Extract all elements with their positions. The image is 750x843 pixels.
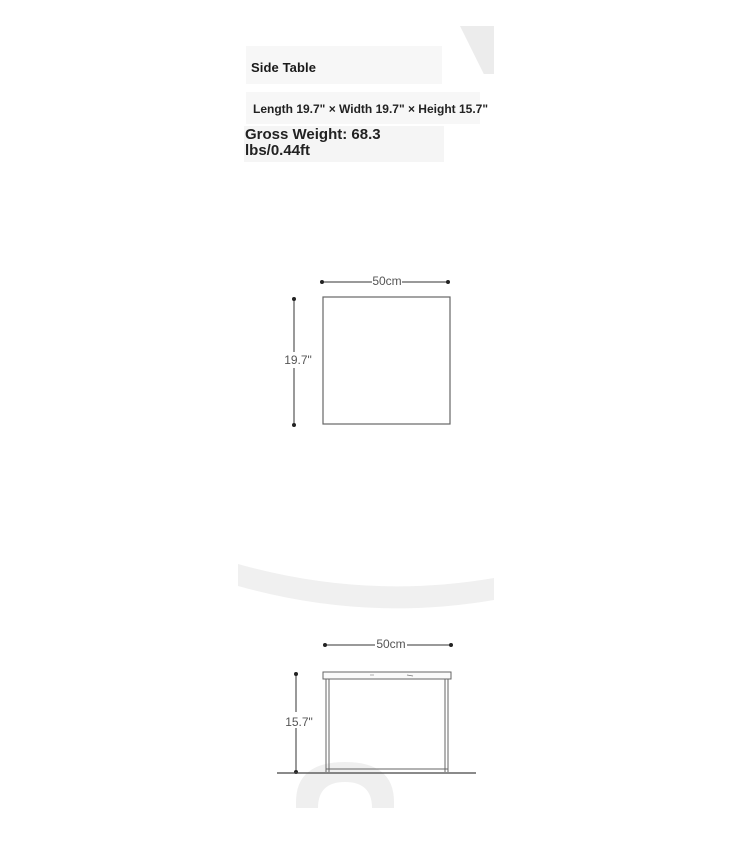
top-view-drawing (270, 268, 470, 438)
table-front-frame (323, 672, 451, 772)
top-width-label: 50cm (372, 274, 402, 288)
top-height-dimension (284, 297, 312, 427)
front-height-label: 15.7" (285, 715, 313, 729)
front-height-dimension (285, 672, 313, 774)
top-height-label: 19.7" (284, 353, 312, 367)
front-view-drawing (270, 632, 490, 784)
table-top-square (323, 297, 450, 424)
arc-band-decoration (238, 560, 494, 612)
product-weight: Gross Weight: 68.3 lbs/0.44ft (245, 126, 381, 159)
top-width-dimension (320, 274, 450, 288)
product-title: Side Table (251, 60, 317, 75)
corner-decoration (460, 26, 494, 74)
front-width-dimension (323, 637, 453, 651)
product-dimensions: Length 19.7" × Width 19.7" × Height 15.7" (253, 102, 489, 116)
front-width-label: 50cm (376, 637, 406, 651)
